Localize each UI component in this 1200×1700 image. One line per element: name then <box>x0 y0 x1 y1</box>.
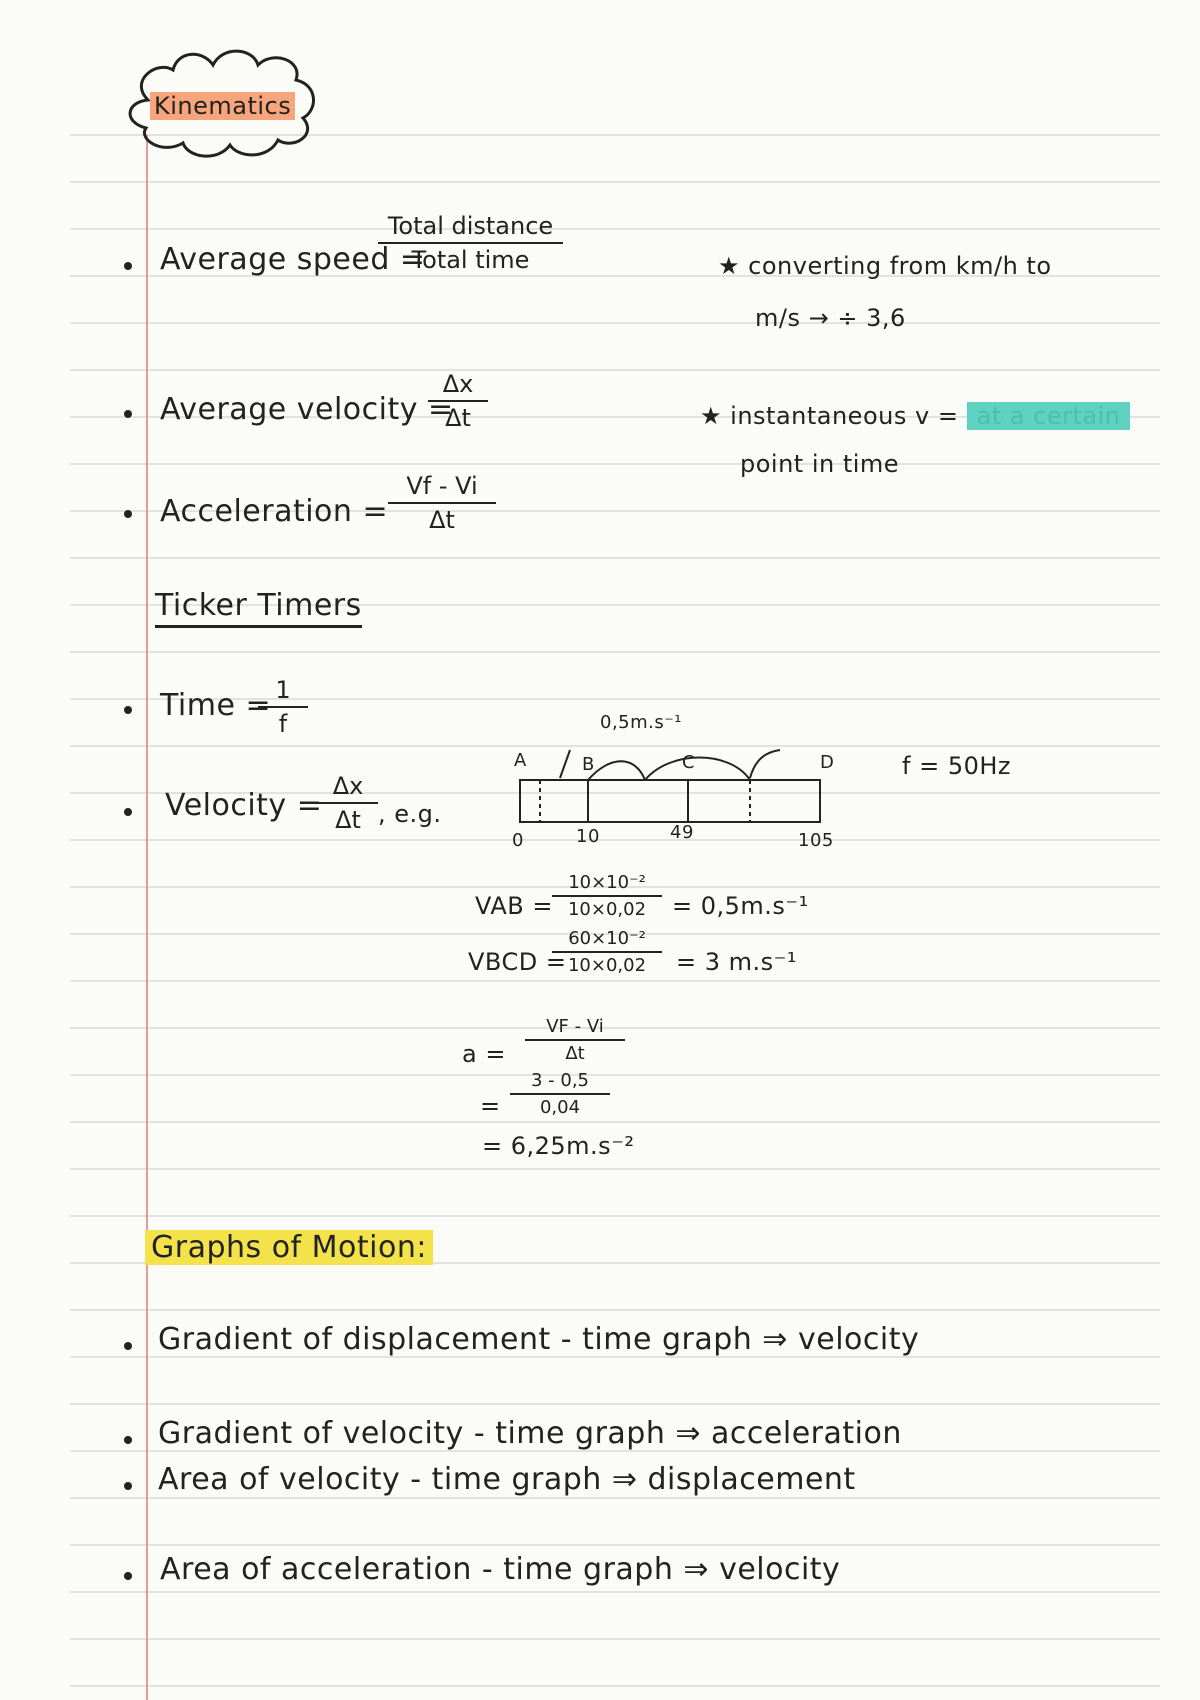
end-arrow <box>750 750 780 778</box>
graphs-heading-text: Graphs of Motion: <box>145 1230 433 1265</box>
vbcd-denominator: 10×0,02 <box>567 955 647 976</box>
a-equals-2: = <box>480 1092 501 1120</box>
fraction-bar <box>552 951 662 953</box>
bullet <box>124 410 132 418</box>
bullet <box>124 1436 132 1444</box>
velocity-fraction <box>318 772 378 834</box>
tape-arc <box>645 758 750 781</box>
avg-velocity-label: Average velocity = <box>160 392 454 427</box>
fraction-bar <box>258 706 308 708</box>
title-text: Kinematics <box>150 92 295 120</box>
fraction-bar <box>525 1039 625 1041</box>
avg-velocity-fraction <box>428 370 488 432</box>
avg-speed-denominator: Total time <box>411 246 530 274</box>
graphs-heading <box>145 1230 433 1265</box>
time-numerator: 1 <box>275 676 291 704</box>
a-fraction-2 <box>510 1070 610 1118</box>
acceleration-numerator: Vf - Vi <box>406 472 478 500</box>
avg-velocity-denominator: Δt <box>445 404 471 432</box>
tape-tick-10: 10 <box>576 826 600 847</box>
instantaneous-highlight: at a certain <box>967 402 1131 430</box>
vbcd-fraction <box>552 928 662 976</box>
bullet <box>124 1482 132 1490</box>
acceleration-fraction <box>388 472 496 534</box>
vbcd-result: = 3 m.s⁻¹ <box>676 948 797 976</box>
graph-item-1: Gradient of displacement - time graph ⇒ velocity <box>158 1322 920 1357</box>
velocity-denominator: Δt <box>335 806 361 834</box>
fraction-bar <box>510 1093 610 1095</box>
acceleration-denominator: Δt <box>429 506 455 534</box>
fraction-bar <box>378 242 563 244</box>
instantaneous-note-line1 <box>700 402 1130 430</box>
tape-point-d: D <box>820 752 835 773</box>
graph-item-2: Gradient of velocity - time graph ⇒ acceleration <box>158 1416 902 1451</box>
a-denominator-2: 0,04 <box>539 1097 581 1118</box>
avg-speed-label: Average speed = <box>160 242 426 277</box>
avg-velocity-numerator: Δx <box>442 370 474 398</box>
example-marker: , e.g. <box>378 800 442 828</box>
tape-tick-0: 0 <box>512 830 524 851</box>
time-denominator: f <box>278 710 288 738</box>
bullet <box>124 1572 132 1580</box>
vbcd-label: VBCD = <box>468 948 567 976</box>
bullet <box>124 1342 132 1350</box>
tape-point-c: C <box>682 752 696 773</box>
graph-item-3: Area of velocity - time graph ⇒ displacement <box>158 1462 856 1497</box>
fraction-bar <box>552 895 662 897</box>
page-title <box>150 92 295 120</box>
frequency-label: f = 50Hz <box>902 752 1011 780</box>
avg-speed-numerator: Total distance <box>387 212 554 240</box>
tape-strip <box>520 780 820 822</box>
velocity-label: Velocity = <box>165 788 323 823</box>
a-label: a = <box>462 1040 506 1068</box>
bullet <box>124 262 132 270</box>
fraction-bar <box>318 802 378 804</box>
instantaneous-text: ★ instantaneous v <box>700 402 930 430</box>
tape-tick-49: 49 <box>670 822 694 843</box>
a-numerator-2: 3 - 0,5 <box>530 1070 590 1091</box>
vab-fraction <box>552 872 662 920</box>
tape-point-b: B <box>582 754 595 775</box>
vbcd-numerator: 60×10⁻² <box>568 928 646 949</box>
a-denominator: Δt <box>565 1043 585 1064</box>
a-result: = 6,25m.s⁻² <box>482 1132 635 1160</box>
speed-arrow <box>560 750 570 778</box>
tape-arc <box>588 761 645 780</box>
instantaneous-note-line2: point in time <box>740 450 900 478</box>
fraction-bar <box>428 400 488 402</box>
vab-label: VAB = <box>475 892 554 920</box>
tape-speed-label: 0,5m.s⁻¹ <box>600 712 682 733</box>
ticker-timers-heading: Ticker Timers <box>155 588 362 628</box>
vab-result: = 0,5m.s⁻¹ <box>672 892 809 920</box>
graph-item-4: Area of acceleration - time graph ⇒ velocity <box>160 1552 841 1587</box>
bullet <box>124 808 132 816</box>
tape-tick-105: 105 <box>798 830 834 851</box>
convert-note-line2: m/s → ÷ 3,6 <box>755 304 906 332</box>
fraction-bar <box>388 502 496 504</box>
vab-numerator: 10×10⁻² <box>568 872 646 893</box>
instantaneous-equals: = <box>937 402 959 430</box>
a-fraction <box>525 1016 625 1064</box>
bullet <box>124 510 132 518</box>
time-label: Time = <box>160 688 272 723</box>
vab-denominator: 10×0,02 <box>567 899 647 920</box>
acceleration-label: Acceleration = <box>160 494 389 529</box>
a-numerator: VF - Vi <box>546 1016 604 1037</box>
time-fraction <box>258 676 308 738</box>
velocity-numerator: Δx <box>332 772 364 800</box>
tape-point-a: A <box>514 750 527 771</box>
bullet <box>124 706 132 714</box>
convert-note-line1: ★ converting from km/h to <box>718 252 1052 280</box>
avg-speed-fraction <box>378 212 563 274</box>
